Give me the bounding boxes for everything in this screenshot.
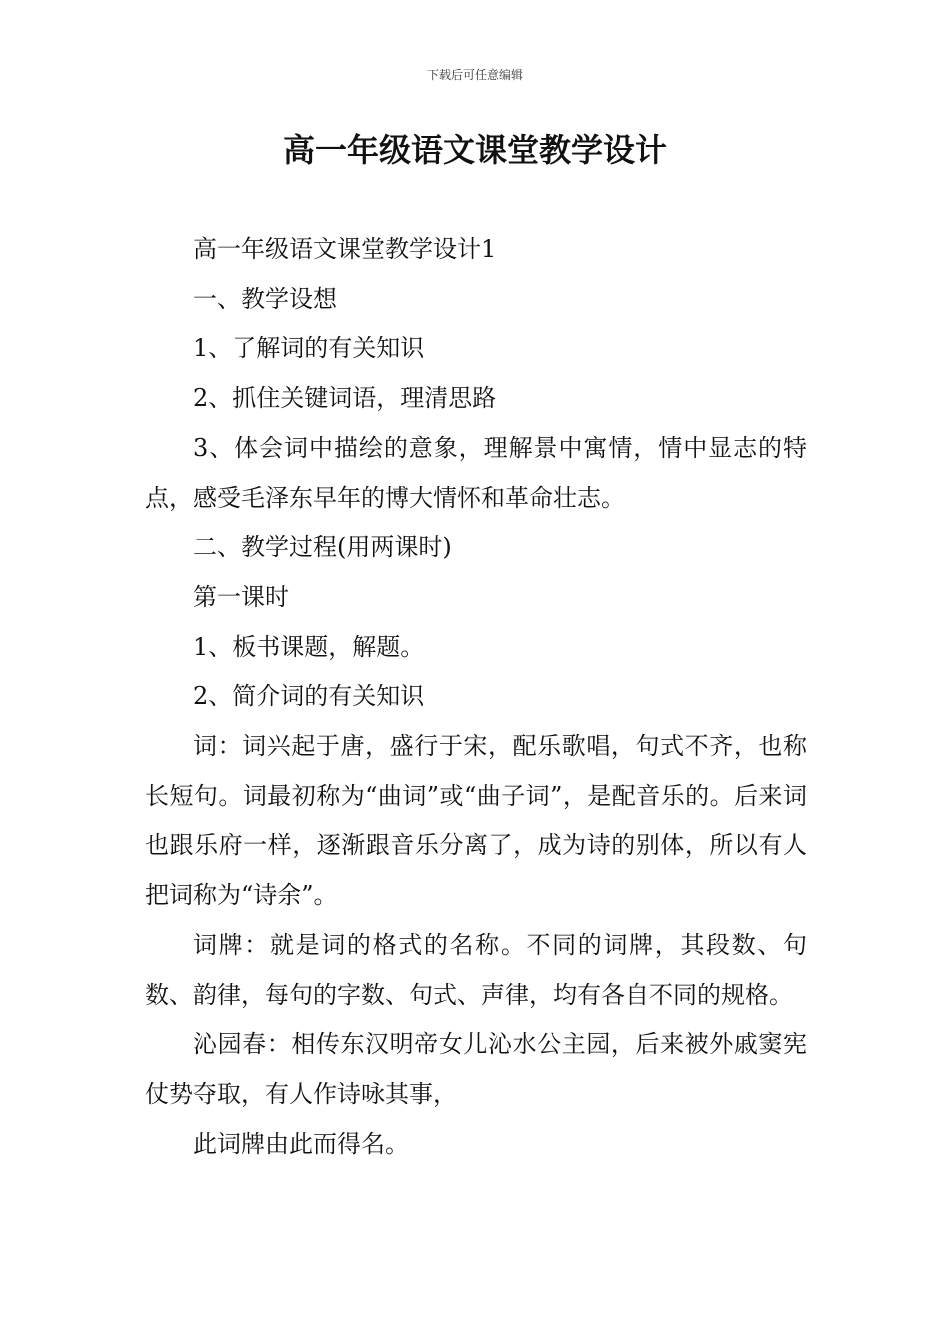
paragraph: 词牌：就是词的格式的名称。不同的词牌，其段数、句数、韵律，每句的字数、句式、声律，均有各自不同的规格。 xyxy=(145,930,807,1009)
paragraph: 二、教学过程(用两课时) xyxy=(193,533,452,562)
paragraph: 一、教学设想 xyxy=(193,284,337,313)
paragraph: 1、了解词的有关知识 xyxy=(193,334,425,363)
paragraph: 高一年级语文课堂教学设计1 xyxy=(193,235,497,263)
paragraph: 1、板书课题，解题。 xyxy=(193,632,425,661)
paragraph: 此词牌由此而得名。 xyxy=(193,1129,409,1158)
paragraph: 2、抓住关键词语，理清思路 xyxy=(193,384,497,413)
paragraph: 第一课时 xyxy=(193,582,289,611)
document-body xyxy=(145,225,807,1169)
paragraph: 沁园春：相传东汉明帝女儿沁水公主园，后来被外戚窦宪仗势夺取，有人作诗咏其事， xyxy=(145,1030,807,1108)
paragraph: 3、体会词中描绘的意象，理解景中寓情，情中显志的特点，感受毛泽东早年的博大情怀和革命壮志。 xyxy=(145,433,807,512)
document-title: 高一年级语文课堂教学设计 xyxy=(282,131,667,169)
paragraph: 词：词兴起于唐，盛行于宋，配乐歌唱，句式不齐，也称长短句。词最初称为“曲词”或“曲子词”，是配音乐的。后来词也跟乐府一样，逐渐跟音乐分离了，成为诗的别体，所以有人把词称为“诗余”。 xyxy=(145,732,807,910)
header-note: 下载后可任意编辑 xyxy=(426,68,523,82)
paragraph: 2、简介词的有关知识 xyxy=(193,682,425,711)
